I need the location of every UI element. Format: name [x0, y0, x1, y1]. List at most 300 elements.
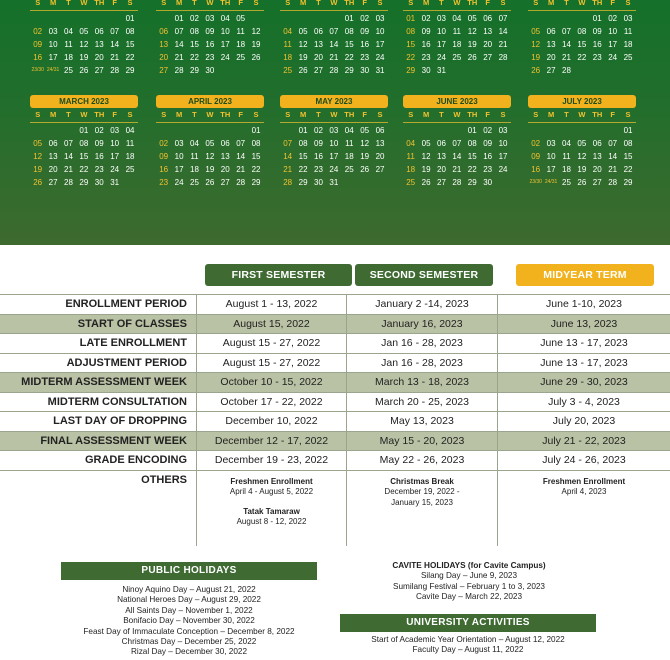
month-calendar: [528, 95, 636, 189]
cavite-holidays-title: CAVITE HOLIDAYS (for Cavite Campus): [392, 561, 546, 570]
university-activities-list: [340, 635, 596, 656]
calendar-day: 25: [236, 53, 246, 62]
calendar-day: 30: [483, 178, 493, 187]
week-row: [528, 176, 636, 189]
calendar-day: [559, 12, 574, 25]
schedule-row: [0, 333, 670, 353]
calendar-day: 08: [344, 27, 354, 36]
day-of-week-label: TH: [592, 0, 603, 7]
day-of-week-label: W: [330, 0, 338, 7]
calendar-day: 05: [236, 14, 246, 23]
midyear-date: July 21 - 22, 2023: [542, 434, 626, 447]
calendar-day: 04: [220, 14, 230, 23]
calendar-day: 26: [531, 66, 541, 75]
calendar-day: 13: [314, 40, 323, 49]
calendar-day: 27: [159, 66, 169, 75]
calendar-day: 17: [546, 165, 556, 174]
day-of-week-row: [30, 0, 138, 9]
calendar-day: 04: [344, 126, 354, 135]
calendar-day: 03: [623, 14, 633, 23]
calendar-day: 25: [562, 178, 571, 187]
calendar-day: 10: [110, 139, 120, 148]
calendar-day: 03: [110, 126, 120, 135]
calendar-day: 23: [94, 165, 104, 174]
calendar-day: 02: [33, 27, 43, 36]
calendar-day: 18: [452, 40, 462, 49]
calendar-day: [30, 124, 45, 137]
calendar-day: 09: [205, 27, 215, 36]
week-row: [280, 51, 388, 64]
calendar-day: 28: [110, 66, 120, 75]
day-of-week-label: W: [206, 0, 214, 7]
day-of-week-label: F: [238, 110, 243, 119]
calendar-day: 03: [498, 126, 508, 135]
month-calendar: [403, 0, 511, 77]
calendar-day: 01: [623, 126, 633, 135]
cavite-holiday-item: Cavite Day – March 22, 2023: [415, 592, 523, 602]
calendar-day: 05: [298, 27, 308, 36]
day-of-week-label: TH: [94, 110, 105, 119]
calendar-day: 11: [406, 152, 415, 161]
calendar-day: 22: [251, 165, 261, 174]
calendar-day: 25: [64, 66, 73, 75]
calendar-day: 06: [48, 139, 58, 148]
day-of-week-label: S: [625, 110, 631, 119]
calendar-day: 19: [531, 53, 541, 62]
calendar-day: 24: [110, 165, 120, 174]
week-row: [30, 51, 138, 64]
month-title: JUNE 2023: [403, 95, 511, 108]
calendar-day: [187, 124, 202, 137]
calendar-day: [295, 12, 310, 25]
calendar-day: 19: [577, 165, 587, 174]
calendar-day: 12: [421, 152, 431, 161]
calendar-day: 06: [94, 27, 104, 36]
calendar-day: 03: [375, 14, 385, 23]
calendar-day: 12: [360, 139, 370, 148]
calendar-day: 21: [562, 53, 571, 62]
calendar-day: 27: [375, 165, 385, 174]
week-row: [528, 64, 636, 77]
week-row: [528, 137, 636, 150]
calendar-day: 09: [360, 27, 370, 36]
day-of-week-label: T: [66, 110, 71, 119]
month-calendar: [280, 0, 388, 77]
calendar-day: 19: [79, 53, 89, 62]
month-calendar: [156, 0, 264, 77]
day-of-week-label: F: [362, 110, 367, 119]
day-of-week-label: M: [547, 0, 555, 7]
calendar-day: 08: [623, 139, 633, 148]
calendar-day: 07: [64, 139, 73, 148]
midyear-date: July 3 - 4, 2023: [548, 395, 620, 408]
schedule-row: [0, 450, 670, 470]
calendar-day: [480, 64, 495, 77]
first-semester-date: December 12 - 17, 2022: [197, 432, 347, 451]
calendar-day: 07: [110, 27, 120, 36]
calendar-day: 27: [437, 178, 446, 187]
second-semester-date: May 22 - 26, 2023: [347, 451, 498, 470]
calendar-day: 08: [251, 139, 261, 148]
schedule-table: [0, 294, 670, 546]
second-semester-date: March 13 - 18, 2023: [347, 373, 498, 392]
calendar-day: 20: [159, 53, 169, 62]
calendar-day: 14: [562, 40, 571, 49]
calendar-day: 05: [577, 139, 587, 148]
calendar-day: 24: [437, 53, 446, 62]
week-row: [156, 163, 264, 176]
schedule-row: [0, 392, 670, 412]
calendar-day: 27: [94, 66, 104, 75]
calendar-day: 18: [623, 40, 633, 49]
calendar-day: 30: [94, 178, 104, 187]
calendar-day: 13: [159, 40, 169, 49]
calendar-day: 12: [577, 152, 587, 161]
calendar-day: 14: [110, 40, 120, 49]
week-row: [30, 38, 138, 51]
calendar-day: 08: [79, 139, 89, 148]
calendar-day: 12: [79, 40, 89, 49]
week-row: [280, 137, 388, 150]
calendar-day: 18: [406, 165, 416, 174]
university-activity-item: Faculty Day – August 11, 2022: [412, 645, 524, 655]
calendar-day: 16: [531, 165, 541, 174]
calendar-day: 11: [623, 27, 633, 36]
calendar-day: 11: [452, 27, 462, 36]
calendar-day: [574, 124, 589, 137]
calendar-day: 19: [33, 165, 43, 174]
calendar-day: 05: [79, 27, 89, 36]
calendar-day: 20: [220, 165, 230, 174]
calendar-day: 25: [406, 178, 416, 187]
calendar-day: 01: [344, 14, 354, 23]
calendar-day: 06: [437, 139, 446, 148]
calendar-day: 26: [251, 53, 261, 62]
calendar-day: 21: [498, 40, 508, 49]
calendar-day: 24: [220, 53, 230, 62]
day-of-week-label: M: [422, 0, 430, 7]
calendar-day: [218, 124, 233, 137]
calendar-day: 20: [592, 165, 602, 174]
week-row: [156, 64, 264, 77]
day-of-week-row: [280, 108, 388, 121]
calendar-day: 13: [592, 152, 602, 161]
day-of-week-label: S: [377, 110, 383, 119]
second-semester-date: January 16, 2023: [347, 315, 498, 334]
day-of-week-label: S: [533, 0, 539, 7]
calendar-day: 09: [314, 139, 323, 148]
calendar-day: 01: [174, 14, 184, 23]
calendar-day: 29: [467, 178, 477, 187]
calendar-day: [233, 124, 248, 137]
calendar-day: 16: [421, 40, 431, 49]
calendar-day: 05: [205, 139, 215, 148]
week-row: [528, 38, 636, 51]
first-semester-date: August 15 - 27, 2022: [197, 334, 347, 353]
week-row: [30, 150, 138, 163]
second-semester-date: May 13, 2023: [347, 412, 498, 431]
week-row: [156, 38, 264, 51]
month-calendar: [30, 0, 138, 77]
calendar-day: 03: [329, 126, 339, 135]
calendar-day: 02: [190, 14, 199, 23]
public-holiday-item: Bonifacio Day – November 30, 2022: [123, 616, 255, 626]
public-holidays-list: [40, 585, 338, 658]
public-holidays-header: PUBLIC HOLIDAYS: [61, 562, 317, 580]
calendar-day: [495, 64, 510, 77]
schedule-row: [0, 294, 670, 314]
calendar-day: 16: [94, 152, 104, 161]
others-row: [0, 470, 670, 546]
week-row: [403, 38, 511, 51]
calendar-day: 08: [577, 27, 587, 36]
day-of-week-label: F: [238, 0, 243, 7]
day-of-week-label: W: [578, 110, 586, 119]
calendar-day: 10: [174, 152, 184, 161]
calendar-day: 10: [329, 139, 339, 148]
calendar-day: 31: [375, 66, 385, 75]
calendar-day: 01: [125, 14, 135, 23]
calendar-day: [559, 124, 574, 137]
day-of-week-row: [156, 108, 264, 121]
calendar-day: 30: [205, 66, 215, 75]
calendar-day: 23: [159, 178, 169, 187]
day-of-week-row: [528, 0, 636, 9]
university-activities-header: UNIVERSITY ACTIVITIES: [340, 614, 596, 632]
calendar-day: 22: [298, 165, 308, 174]
calendar-day: [620, 64, 635, 77]
day-of-week-row: [280, 0, 388, 9]
calendar-day: [590, 124, 605, 137]
day-of-week-label: F: [362, 0, 367, 7]
calendar-day: [528, 124, 543, 137]
week-row: [528, 124, 636, 137]
calendar-day: 25: [623, 53, 633, 62]
calendar-day: 14: [452, 152, 462, 161]
calendar-day: 25: [190, 178, 199, 187]
public-holiday-item: National Heroes Day – August 29, 2022: [117, 595, 261, 605]
day-of-week-label: M: [547, 110, 555, 119]
day-of-week-label: S: [253, 110, 259, 119]
day-of-week-label: W: [453, 0, 461, 7]
calendar-day: [233, 64, 248, 77]
day-of-week-label: S: [285, 0, 291, 7]
calendar-day: 26: [79, 66, 89, 75]
calendar-day: 20: [546, 53, 556, 62]
calendar-day: 13: [483, 27, 493, 36]
calendar-day: 29: [125, 66, 135, 75]
row-label: LAST DAY OF DROPPING: [0, 412, 197, 431]
calendar-day: 18: [283, 53, 293, 62]
day-of-week-label: T: [192, 110, 197, 119]
calendar-day: [122, 176, 137, 189]
month-title: JULY 2023: [528, 95, 636, 108]
day-of-week-label: S: [285, 110, 291, 119]
calendar-day: 07: [283, 139, 293, 148]
midyear-date: June 13 - 17, 2023: [540, 337, 628, 349]
calendar-day: 18: [344, 152, 354, 161]
calendar-day: 29: [406, 66, 416, 75]
day-of-week-label: S: [161, 110, 167, 119]
day-of-week-label: M: [175, 0, 183, 7]
week-row: [403, 150, 511, 163]
calendar-day: 20: [483, 40, 493, 49]
first-semester-date: December 19 - 23, 2022: [197, 451, 347, 470]
calendar-day: 03: [205, 14, 215, 23]
calendar-day: [311, 12, 326, 25]
day-of-week-label: T: [564, 110, 569, 119]
calendar-day: 06: [592, 139, 602, 148]
public-holiday-item: Rizal Day – December 30, 2022: [130, 647, 248, 657]
calendar-day: 05: [531, 27, 541, 36]
calendar-day: 09: [483, 139, 493, 148]
calendar-day: 04: [283, 27, 293, 36]
others-first-title-1: Freshmen Enrollment: [230, 476, 313, 486]
calendar-day: 15: [344, 40, 354, 49]
schedule-row: [0, 314, 670, 334]
day-of-week-label: S: [625, 0, 631, 7]
row-label: FINAL ASSESSMENT WEEK: [0, 432, 197, 451]
calendar-day: [449, 64, 464, 77]
calendar-day: 25: [344, 165, 354, 174]
calendar-day: 11: [190, 152, 199, 161]
others-first-title-2: Tatak Tamaraw: [243, 506, 300, 516]
midyear-date: June 13 - 17, 2023: [540, 356, 628, 369]
calendar-day: 28: [452, 178, 462, 187]
day-of-week-label: TH: [592, 110, 603, 119]
calendar-day: 05: [360, 126, 370, 135]
calendar-day: 04: [452, 14, 462, 23]
calendar-day: 27: [483, 53, 493, 62]
calendar-day: [280, 124, 295, 137]
cavite-holiday-item: Silang Day – June 9, 2023: [420, 571, 518, 581]
calendar-day: 19: [421, 165, 431, 174]
calendar-day: 07: [562, 27, 571, 36]
calendar-day: 07: [452, 139, 462, 148]
calendar-day: 12: [531, 40, 541, 49]
calendar-day: 29: [344, 66, 354, 75]
day-of-week-label: M: [175, 110, 183, 119]
calendar-day: 17: [329, 152, 339, 161]
calendar-day: [574, 12, 589, 25]
calendar-day: 16: [33, 53, 43, 62]
calendar-day: 09: [531, 152, 541, 161]
calendar-day: 02: [531, 139, 541, 148]
month-calendar: [30, 95, 138, 189]
public-holiday-item: Feast Day of Immaculate Conception – December 8, 2022: [83, 626, 295, 636]
calendar-day: 23/30: [529, 179, 542, 185]
day-of-week-label: S: [35, 0, 41, 7]
calendar-day: 26: [421, 178, 431, 187]
week-row: [30, 163, 138, 176]
week-row: [280, 12, 388, 25]
calendar-day: 08: [467, 139, 477, 148]
calendar-day: 28: [608, 178, 618, 187]
calendar-day: 12: [467, 27, 477, 36]
week-row: [30, 12, 138, 25]
calendar-day: 07: [608, 139, 618, 148]
calendar-day: [45, 124, 60, 137]
day-of-week-label: TH: [467, 110, 478, 119]
midyear-date: June 13, 2023: [550, 317, 618, 330]
others-midyear: [498, 471, 670, 546]
week-row: [280, 150, 388, 163]
week-row: [280, 64, 388, 77]
day-of-week-label: S: [377, 0, 383, 7]
calendar-day: 14: [236, 152, 246, 161]
calendar-day: 24: [608, 53, 618, 62]
calendar-day: [248, 64, 263, 77]
day-of-week-label: F: [112, 0, 117, 7]
calendar-day: 04: [406, 139, 416, 148]
calendar-day: 13: [437, 152, 446, 161]
calendar-day: 16: [205, 40, 215, 49]
calendar-day: [543, 124, 558, 137]
calendar-day: 09: [421, 27, 431, 36]
calendar-day: 15: [251, 152, 261, 161]
calendar-day: 21: [329, 53, 339, 62]
calendar-day: 27: [220, 178, 230, 187]
calendar-day: 10: [546, 152, 556, 161]
calendar-day: 20: [314, 53, 323, 62]
calendar-day: 10: [437, 27, 446, 36]
calendar-day: 10: [498, 139, 508, 148]
calendar-day: 18: [190, 165, 199, 174]
month-calendar: [156, 95, 264, 189]
calendar-day: 18: [236, 40, 246, 49]
second-semester-header: SECOND SEMESTER: [355, 264, 493, 286]
calendar-day: 23/30: [31, 67, 44, 73]
calendar-day: 02: [608, 14, 618, 23]
day-of-week-label: M: [299, 110, 307, 119]
week-row: [156, 150, 264, 163]
others-midyear-dates: April 4, 2023: [561, 487, 607, 496]
calendar-day: 29: [623, 178, 633, 187]
day-of-week-label: S: [533, 110, 539, 119]
calendar-day: [605, 124, 620, 137]
midyear-date: July 20, 2023: [552, 415, 616, 427]
calendar-day: [574, 64, 589, 77]
calendar-day: 01: [467, 126, 477, 135]
day-of-week-label: T: [316, 0, 321, 7]
week-row: [403, 64, 511, 77]
calendar-day: 31: [329, 178, 339, 187]
calendar-day: 27: [48, 178, 58, 187]
second-semester-date: Jan 16 - 28, 2023: [347, 334, 498, 353]
calendar-day: 10: [220, 27, 230, 36]
second-semester-date: January 2 -14, 2023: [347, 295, 498, 314]
week-row: [30, 25, 138, 38]
calendar-day: 15: [298, 152, 308, 161]
day-of-week-label: S: [161, 0, 167, 7]
midyear-date: June 29 - 30, 2023: [540, 376, 628, 388]
calendar-day: 03: [437, 14, 446, 23]
week-row: [528, 12, 636, 25]
calendar-day: 18: [64, 53, 73, 62]
week-row: [280, 124, 388, 137]
schedule-row: [0, 372, 670, 392]
calendar-day: 28: [498, 53, 508, 62]
calendar-day: 21: [608, 165, 618, 174]
calendar-day: [171, 124, 186, 137]
calendar-day: [605, 64, 620, 77]
calendar-day: [357, 176, 372, 189]
calendar-day: 20: [375, 152, 385, 161]
row-label: GRADE ENCODING: [0, 451, 197, 470]
calendar-day: 08: [125, 27, 135, 36]
calendar-day: 31: [110, 178, 120, 187]
calendar-day: 30: [314, 178, 323, 187]
